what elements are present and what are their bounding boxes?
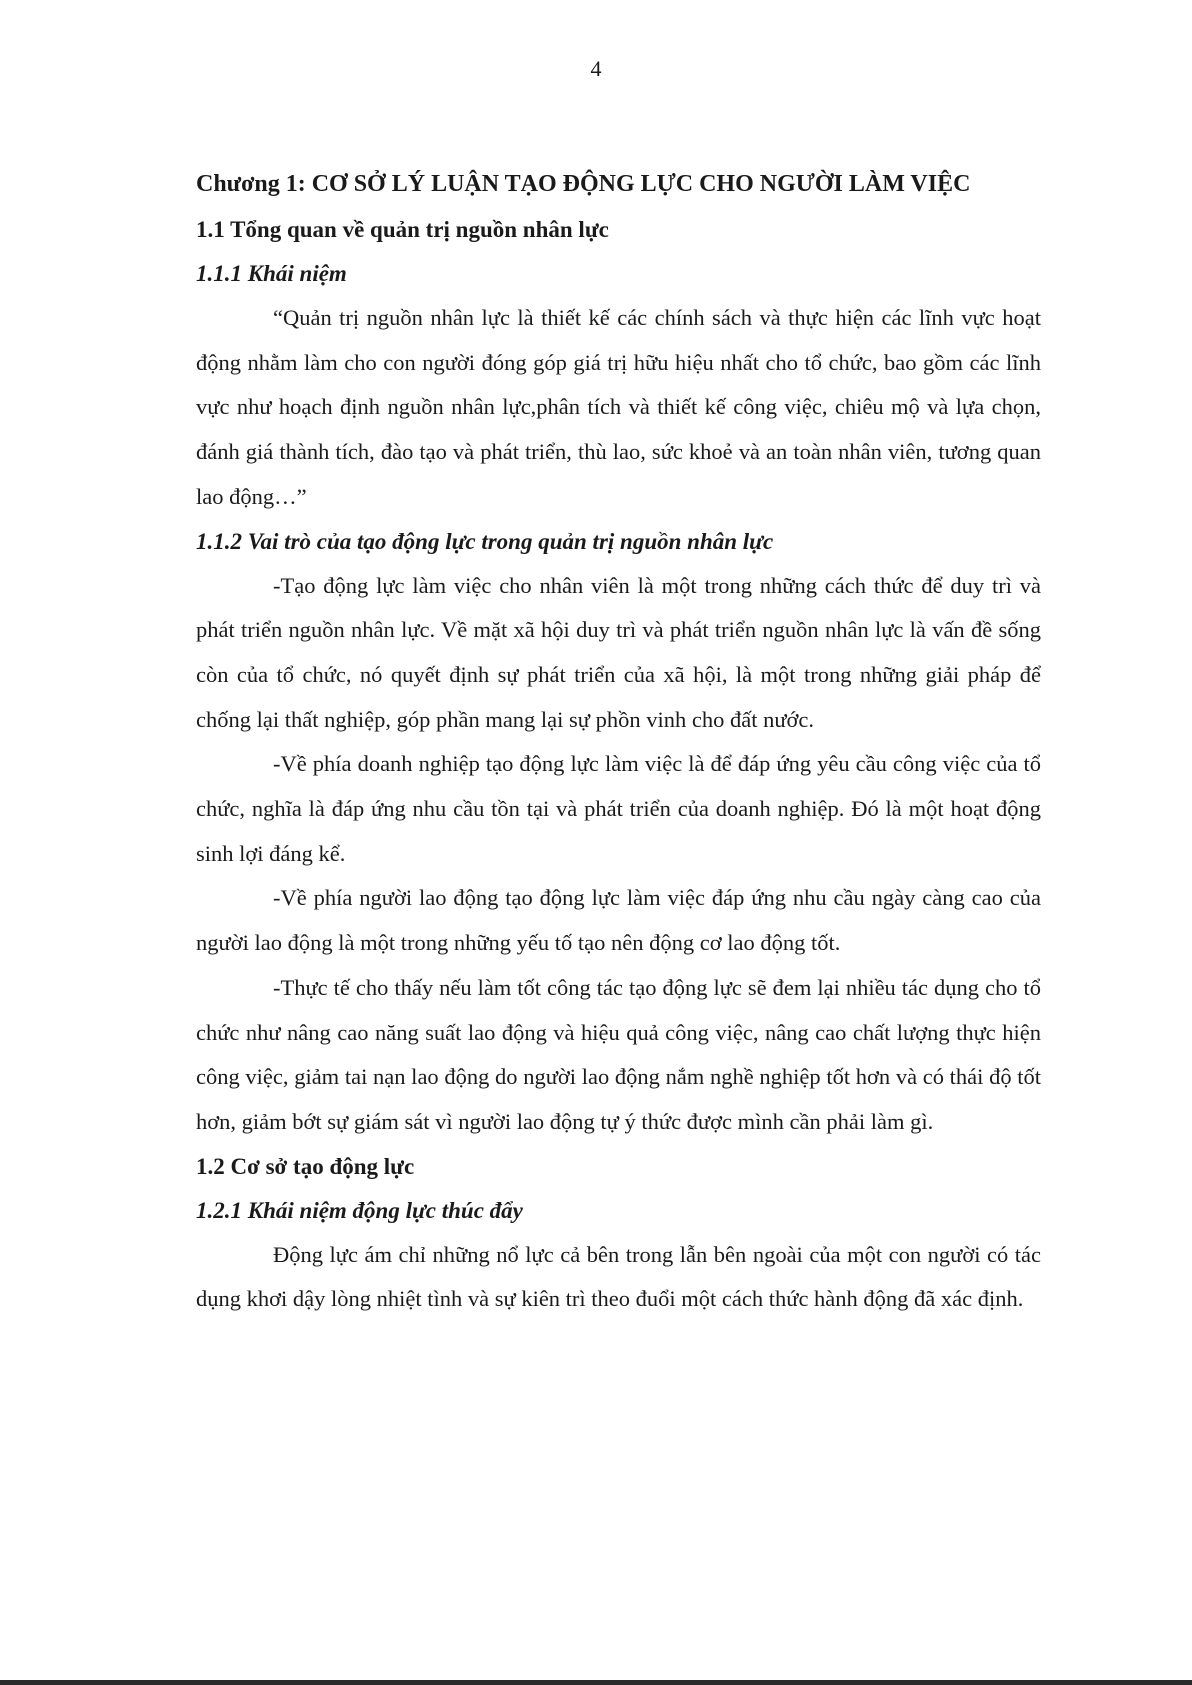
section-heading-1-2: 1.2 Cơ sở tạo động lực	[196, 1153, 415, 1179]
paragraph-role-enterprise: -Về phía doanh nghiệp tạo động lực làm việc là để đáp ứng yêu cầu công việc của tổ chức, nghĩa là đáp ứng nhu cầu tồn tại và phát triển của doanh nghiệp. Đó là một hoạt động sinh lợi đáng kể.	[196, 751, 1041, 866]
subsection-heading-1-2-1: 1.2.1 Khái niệm động lực thúc đẩy	[196, 1197, 523, 1223]
paragraph-role-employee: -Về phía người lao động tạo động lực làm việc đáp ứng nhu cầu ngày càng cao của người lao động là một trong những yếu tố tạo nên động cơ lao động tốt.	[196, 885, 1041, 956]
section-heading-1-1: 1.1 Tổng quan về quản trị nguồn nhân lực	[196, 217, 609, 242]
page-content	[196, 164, 1041, 1322]
bottom-border	[0, 1680, 1192, 1685]
chapter-title: Chương 1: CƠ SỞ LÝ LUẬN TẠO ĐỘNG LỰC CHO NGƯỜI LÀM VIỆC	[196, 171, 971, 197]
subsection-heading-1-1-2: 1.1.2 Vai trò của tạo động lực trong quản trị nguồn nhân lực	[196, 528, 774, 554]
paragraph-role-practice: -Thực tế cho thấy nếu làm tốt công tác tạo động lực sẽ đem lại nhiều tác dụng cho tổ chức như nâng cao năng suất lao động và hiệu quả công việc, nâng cao chất lượng thực hiện công việc, giảm tai nạn lao động do người lao động nắm nghề nghiệp tốt hơn và có thái độ tốt hơn, giảm bớt sự giám sát vì người lao động tự ý thức được mình cần phải làm gì.	[196, 974, 1041, 1134]
page-number: 4	[590, 56, 602, 81]
paragraph-motivation-definition: Động lực ám chỉ những nổ lực cả bên trong lẫn bên ngoài của một con người có tác dụng khơi dậy lòng nhiệt tình và sự kiên trì theo đuổi một cách thức hành động đã xác định.	[196, 1241, 1041, 1312]
subsection-heading-1-1-1: 1.1.1 Khái niệm	[196, 261, 347, 286]
paragraph-role-social: -Tạo động lực làm việc cho nhân viên là một trong những cách thức để duy trì và phát triển nguồn nhân lực. Về mặt xã hội duy trì và phát triển nguồn nhân lực là vấn đề sống còn của tổ chức, nó quyết định sự phát triển của xã hội, là một trong những giải pháp để chống lại thất nghiệp, góp phần mang lại sự phồn vinh cho đất nước.	[196, 572, 1041, 732]
paragraph-hrm-definition: “Quản trị nguồn nhân lực là thiết kế các chính sách và thực hiện các lĩnh vực hoạt động nhằm làm cho con người đóng góp giá trị hữu hiệu nhất cho tổ chức, bao gồm các lĩnh vực như hoạch định nguồn nhân lực,phân tích và thiết kế công việc, chiêu mộ và lựa chọn, đánh giá thành tích, đào tạo và phát triển, thù lao, sức khoẻ và an toàn nhân viên, tương quan lao động…”	[196, 305, 1041, 509]
